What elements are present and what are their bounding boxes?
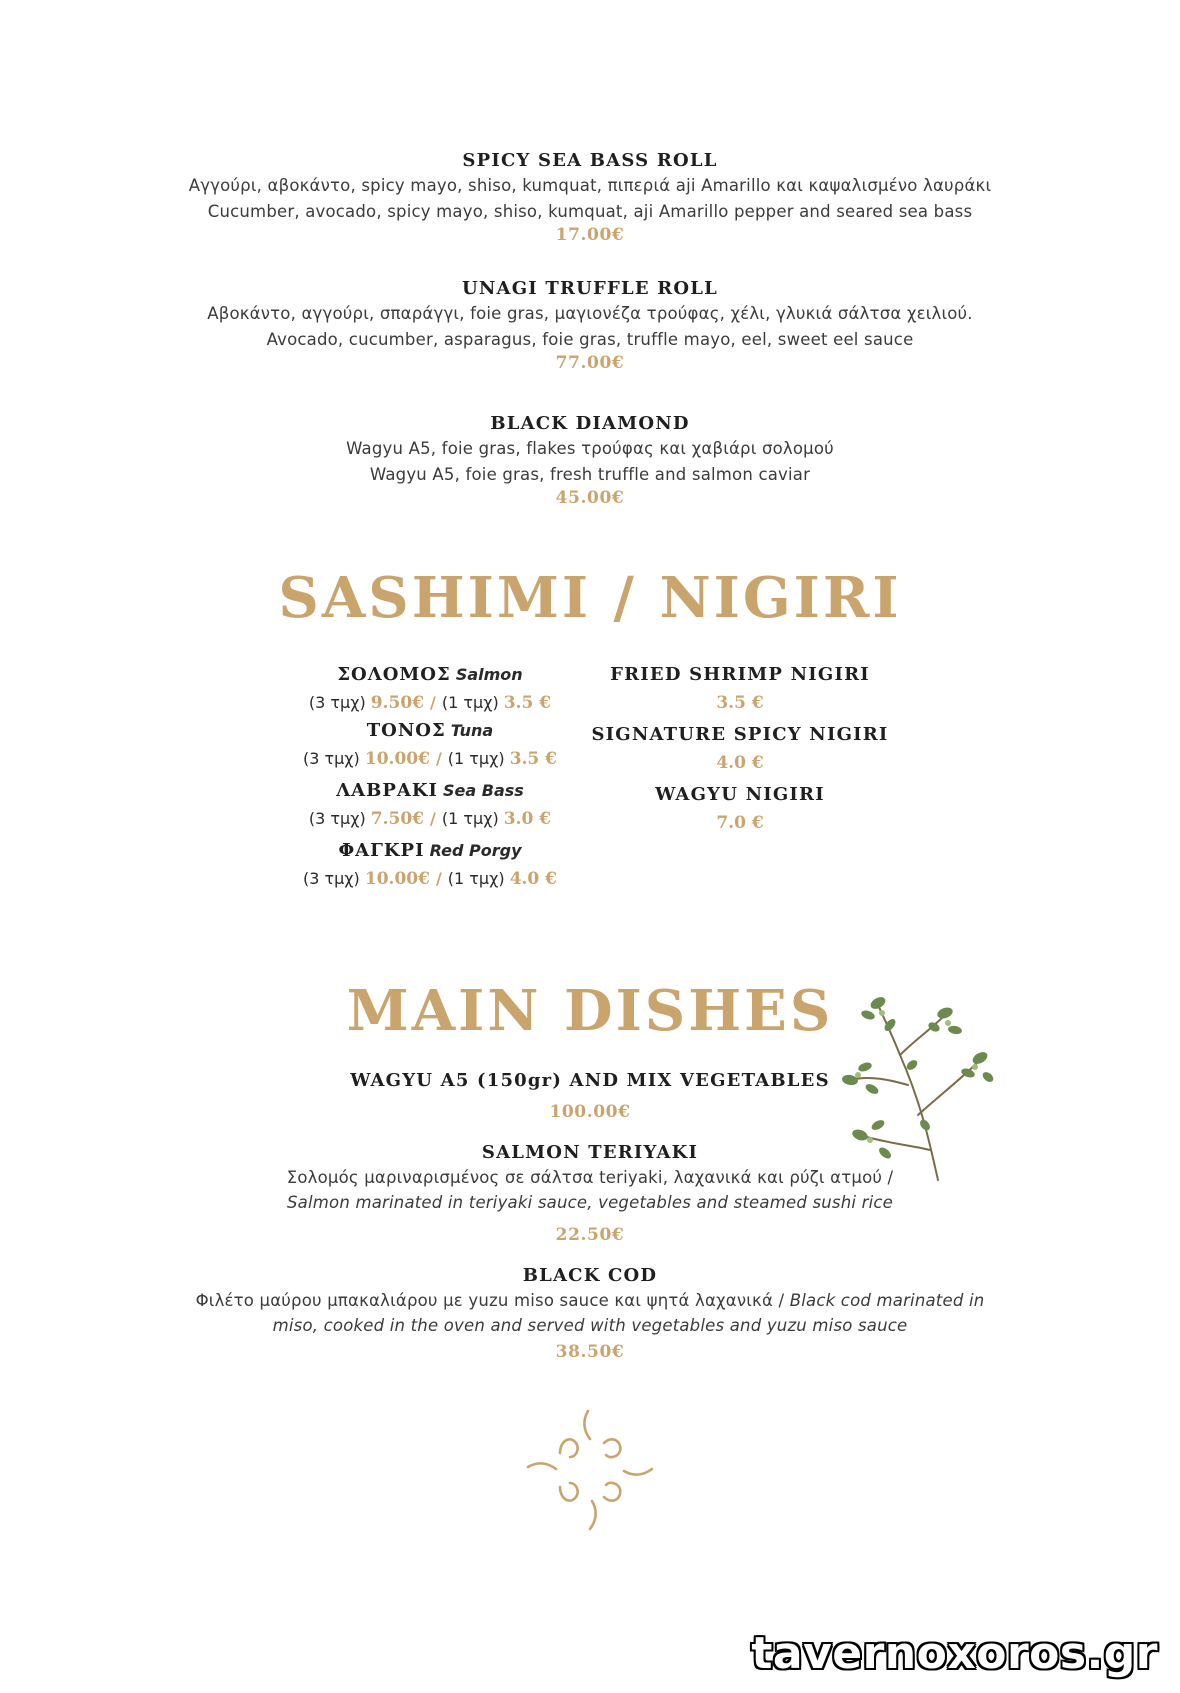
price-separator: / [430, 809, 436, 828]
price-1pc: 3.0 € [503, 809, 552, 829]
item-desc-greek: Φιλέτο μαύρου μπακαλιάρου με yuzu miso sauce και ψητά λαχανικά / [195, 1291, 785, 1310]
qty-label: (1 τμχ) [447, 869, 505, 888]
fish-name-english: Tuna [450, 721, 494, 740]
item-price: 45.00€ [555, 488, 625, 508]
item-desc-greek: Wagyu A5, foie gras, flakes τρούφας και χαβιάρι σολομού [346, 439, 834, 458]
item-desc-line2: miso, cooked in the oven and served with vegetables and yuzu miso sauce [272, 1316, 908, 1335]
item-price: 77.00€ [555, 353, 625, 373]
fish-name-greek: ΣΟΛΟΜΟΣ [337, 664, 451, 685]
fish-name-english: Sea Bass [443, 781, 524, 800]
item-desc-line1 [0, 1287, 1180, 1315]
item-price: 100.00€ [549, 1102, 631, 1122]
item-desc-english: Avocado, cucumber, asparagus, foie gras, truffle mayo, eel, sweet eel sauce [266, 330, 914, 349]
qty-label: (3 τμχ) [302, 869, 360, 888]
item-desc-english: Black cod marinated in [784, 1291, 985, 1310]
item-name: FRIED SHRIMP NIGIRI [610, 664, 870, 685]
section-title-sashimi: SASHIMI / NIGIRI [278, 565, 902, 631]
price-1pc: 4.0 € [509, 869, 558, 889]
qty-label: (3 τμχ) [308, 809, 366, 828]
item-desc-greek: Αγγούρι, αβοκάντο, spicy mayo, shiso, kumquat, πιπεριά aji Amarillo και καψαλισμένο λαυράκι [188, 176, 992, 195]
price-3pcs: 10.00€ [364, 749, 430, 769]
fish-name-english: Red Porgy [429, 841, 522, 860]
qty-label: (1 τμχ) [447, 749, 505, 768]
item-name: UNAGI TRUFFLE ROLL [462, 278, 718, 299]
price-1pc: 3.5 € [509, 749, 558, 769]
item-name: SIGNATURE SPICY NIGIRI [591, 724, 889, 745]
price-3pcs: 10.00€ [364, 869, 430, 889]
qty-label: (3 τμχ) [302, 749, 360, 768]
item-desc-greek: Αβοκάντο, αγγούρι, σπαράγγι, foie gras, μαγιονέζα τρούφας, χέλι, γλυκιά σάλτσα χειλιού. [207, 304, 973, 323]
item-price: 22.50€ [555, 1225, 625, 1245]
price-separator: / [430, 693, 436, 712]
price-3pcs: 9.50€ [370, 693, 425, 713]
item-desc-english: Cucumber, avocado, spicy mayo, shiso, kumquat, aji Amarillo pepper and seared sea bass [207, 202, 973, 221]
price-3pcs: 7.50€ [370, 809, 425, 829]
item-price: 3.5 € [716, 693, 764, 713]
item-name: SALMON TERIYAKI [481, 1142, 699, 1163]
price-separator: / [435, 749, 442, 768]
item-name: BLACK COD [522, 1265, 658, 1286]
section-title-main: MAIN DISHES [346, 978, 834, 1044]
price-separator: / [435, 869, 442, 888]
qty-label: (1 τμχ) [441, 693, 499, 712]
item-desc-english: Wagyu A5, foie gras, fresh truffle and salmon caviar [369, 465, 811, 484]
item-price: 17.00€ [555, 225, 625, 245]
item-price: 7.0 € [716, 813, 764, 833]
item-name: BLACK DIAMOND [490, 413, 690, 434]
item-name: WAGYU A5 (150gr) AND MIX VEGETABLES [350, 1070, 830, 1091]
qty-label: (1 τμχ) [441, 809, 499, 828]
item-name: WAGYU NIGIRI [655, 784, 825, 805]
nigiri-right-column [575, 661, 905, 837]
sashimi-left-column [255, 661, 605, 893]
item-price: 38.50€ [555, 1342, 625, 1362]
item-desc-english: Salmon marinated in teriyaki sauce, vegetables and steamed sushi rice [287, 1193, 893, 1212]
watermark: tavernoxoros.gr [751, 1628, 1158, 1679]
item-price: 4.0 € [716, 753, 764, 773]
item-name: SPICY SEA BASS ROLL [462, 150, 718, 171]
restaurant-logo-icon [520, 1405, 660, 1535]
fish-name-greek: ΤΟΝΟΣ [366, 720, 446, 741]
item-desc-greek: Σολομός μαριναρισμένος σε σάλτσα teriyaki, λαχανικά και ρύζι ατμού / [286, 1168, 894, 1187]
fish-name-english: Salmon [455, 665, 523, 684]
price-1pc: 3.5 € [503, 693, 552, 713]
fish-name-greek: ΛΑΒΡΑΚΙ [336, 780, 438, 801]
fish-name-greek: ΦΑΓΚΡΙ [338, 840, 425, 861]
qty-label: (3 τμχ) [308, 693, 366, 712]
